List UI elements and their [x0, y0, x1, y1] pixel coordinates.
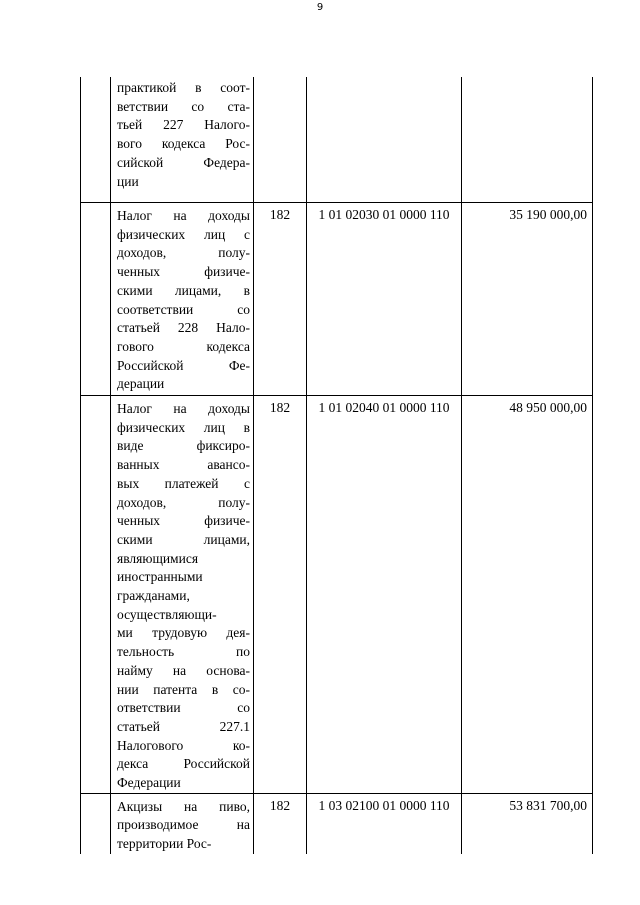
revenue-name-line: Налог на доходы	[117, 401, 250, 416]
revenue-name-line: доходов, полу-	[117, 494, 250, 510]
revenue-name-line: найму на основа-	[117, 662, 250, 678]
admin-code-cell	[254, 77, 307, 203]
revenue-name-cell	[111, 793, 254, 854]
revenue-name-line: Налог на доходы	[117, 208, 250, 223]
revenue-name-line: тьей 227 Налого-	[117, 117, 250, 133]
revenue-name-line: виде фиксиро-	[117, 438, 250, 454]
admin-code-cell: 182	[254, 203, 307, 396]
revenue-name-cell	[111, 77, 254, 203]
revenue-table	[80, 77, 593, 854]
revenue-name-line: нии патента в со-	[117, 681, 250, 697]
revenue-name-line: гражданами,	[117, 588, 190, 604]
table-row	[81, 77, 593, 203]
revenue-name-line: дерации	[117, 376, 165, 392]
revenue-name-line: Акцизы на пиво,	[117, 798, 250, 814]
revenue-name-line: физических лиц в	[117, 419, 250, 435]
revenue-name-line: ми трудовую дея-	[117, 625, 250, 641]
revenue-name-line: тельность по	[117, 644, 250, 660]
row-number-cell	[81, 77, 111, 203]
revenue-name-line: ченных физиче-	[117, 264, 250, 280]
revenue-name-line: соответствии со	[117, 301, 250, 317]
table-row	[81, 203, 593, 396]
admin-code-cell: 182	[254, 793, 307, 854]
revenue-name-line: декса Российской	[117, 756, 250, 772]
classification-code-cell: 1 01 02030 01 0000 110	[307, 203, 462, 396]
revenue-name-line: Федерации	[117, 775, 181, 791]
revenue-name-line: Налогового ко-	[117, 737, 250, 753]
revenue-name-cell	[111, 396, 254, 794]
revenue-name-line: территории Рос-	[117, 836, 212, 852]
classification-code-cell	[307, 77, 462, 203]
revenue-name-line: ветствии со ста-	[117, 98, 250, 114]
revenue-name-line: скими лицами, в	[117, 282, 250, 298]
revenue-name-line: иностранными	[117, 569, 203, 585]
revenue-name-line: вого кодекса Рос-	[117, 136, 250, 152]
row-number-cell	[81, 396, 111, 794]
page-number: 9	[316, 2, 324, 13]
revenue-name-line: практикой в соот-	[117, 80, 250, 95]
revenue-name-line: Российской Фе-	[117, 357, 250, 373]
revenue-name-line: физических лиц с	[117, 226, 250, 242]
classification-code-cell: 1 03 02100 01 0000 110	[307, 793, 462, 854]
revenue-name-line: скими лицами,	[117, 531, 250, 547]
revenue-name-cell	[111, 203, 254, 396]
table-row	[81, 793, 593, 854]
amount-cell: 53 831 700,00	[462, 793, 593, 854]
revenue-name-line: ответствии со	[117, 700, 250, 716]
revenue-name-line: вых платежей с	[117, 475, 250, 491]
revenue-name-line: гового кодекса	[117, 338, 250, 354]
table-row	[81, 396, 593, 794]
revenue-name-line: производимое на	[117, 817, 250, 833]
revenue-name-line: сийской Федера-	[117, 154, 250, 170]
revenue-name-line: являющимися	[117, 550, 199, 566]
row-number-cell	[81, 203, 111, 396]
revenue-name-line: ванных авансо-	[117, 457, 250, 473]
revenue-name-line: ции	[117, 173, 139, 189]
revenue-name-line: статьей 227.1	[117, 718, 250, 734]
revenue-name-line: доходов, полу-	[117, 245, 250, 261]
row-number-cell	[81, 793, 111, 854]
revenue-name-line: статьей 228 Нало-	[117, 320, 250, 336]
classification-code-cell: 1 01 02040 01 0000 110	[307, 396, 462, 794]
revenue-name-line: осуществляющи-	[117, 606, 217, 622]
amount-cell: 48 950 000,00	[462, 396, 593, 794]
admin-code-cell: 182	[254, 396, 307, 794]
amount-cell: 35 190 000,00	[462, 203, 593, 396]
amount-cell	[462, 77, 593, 203]
revenue-name-line: ченных физиче-	[117, 513, 250, 529]
revenue-table-body	[81, 77, 593, 854]
